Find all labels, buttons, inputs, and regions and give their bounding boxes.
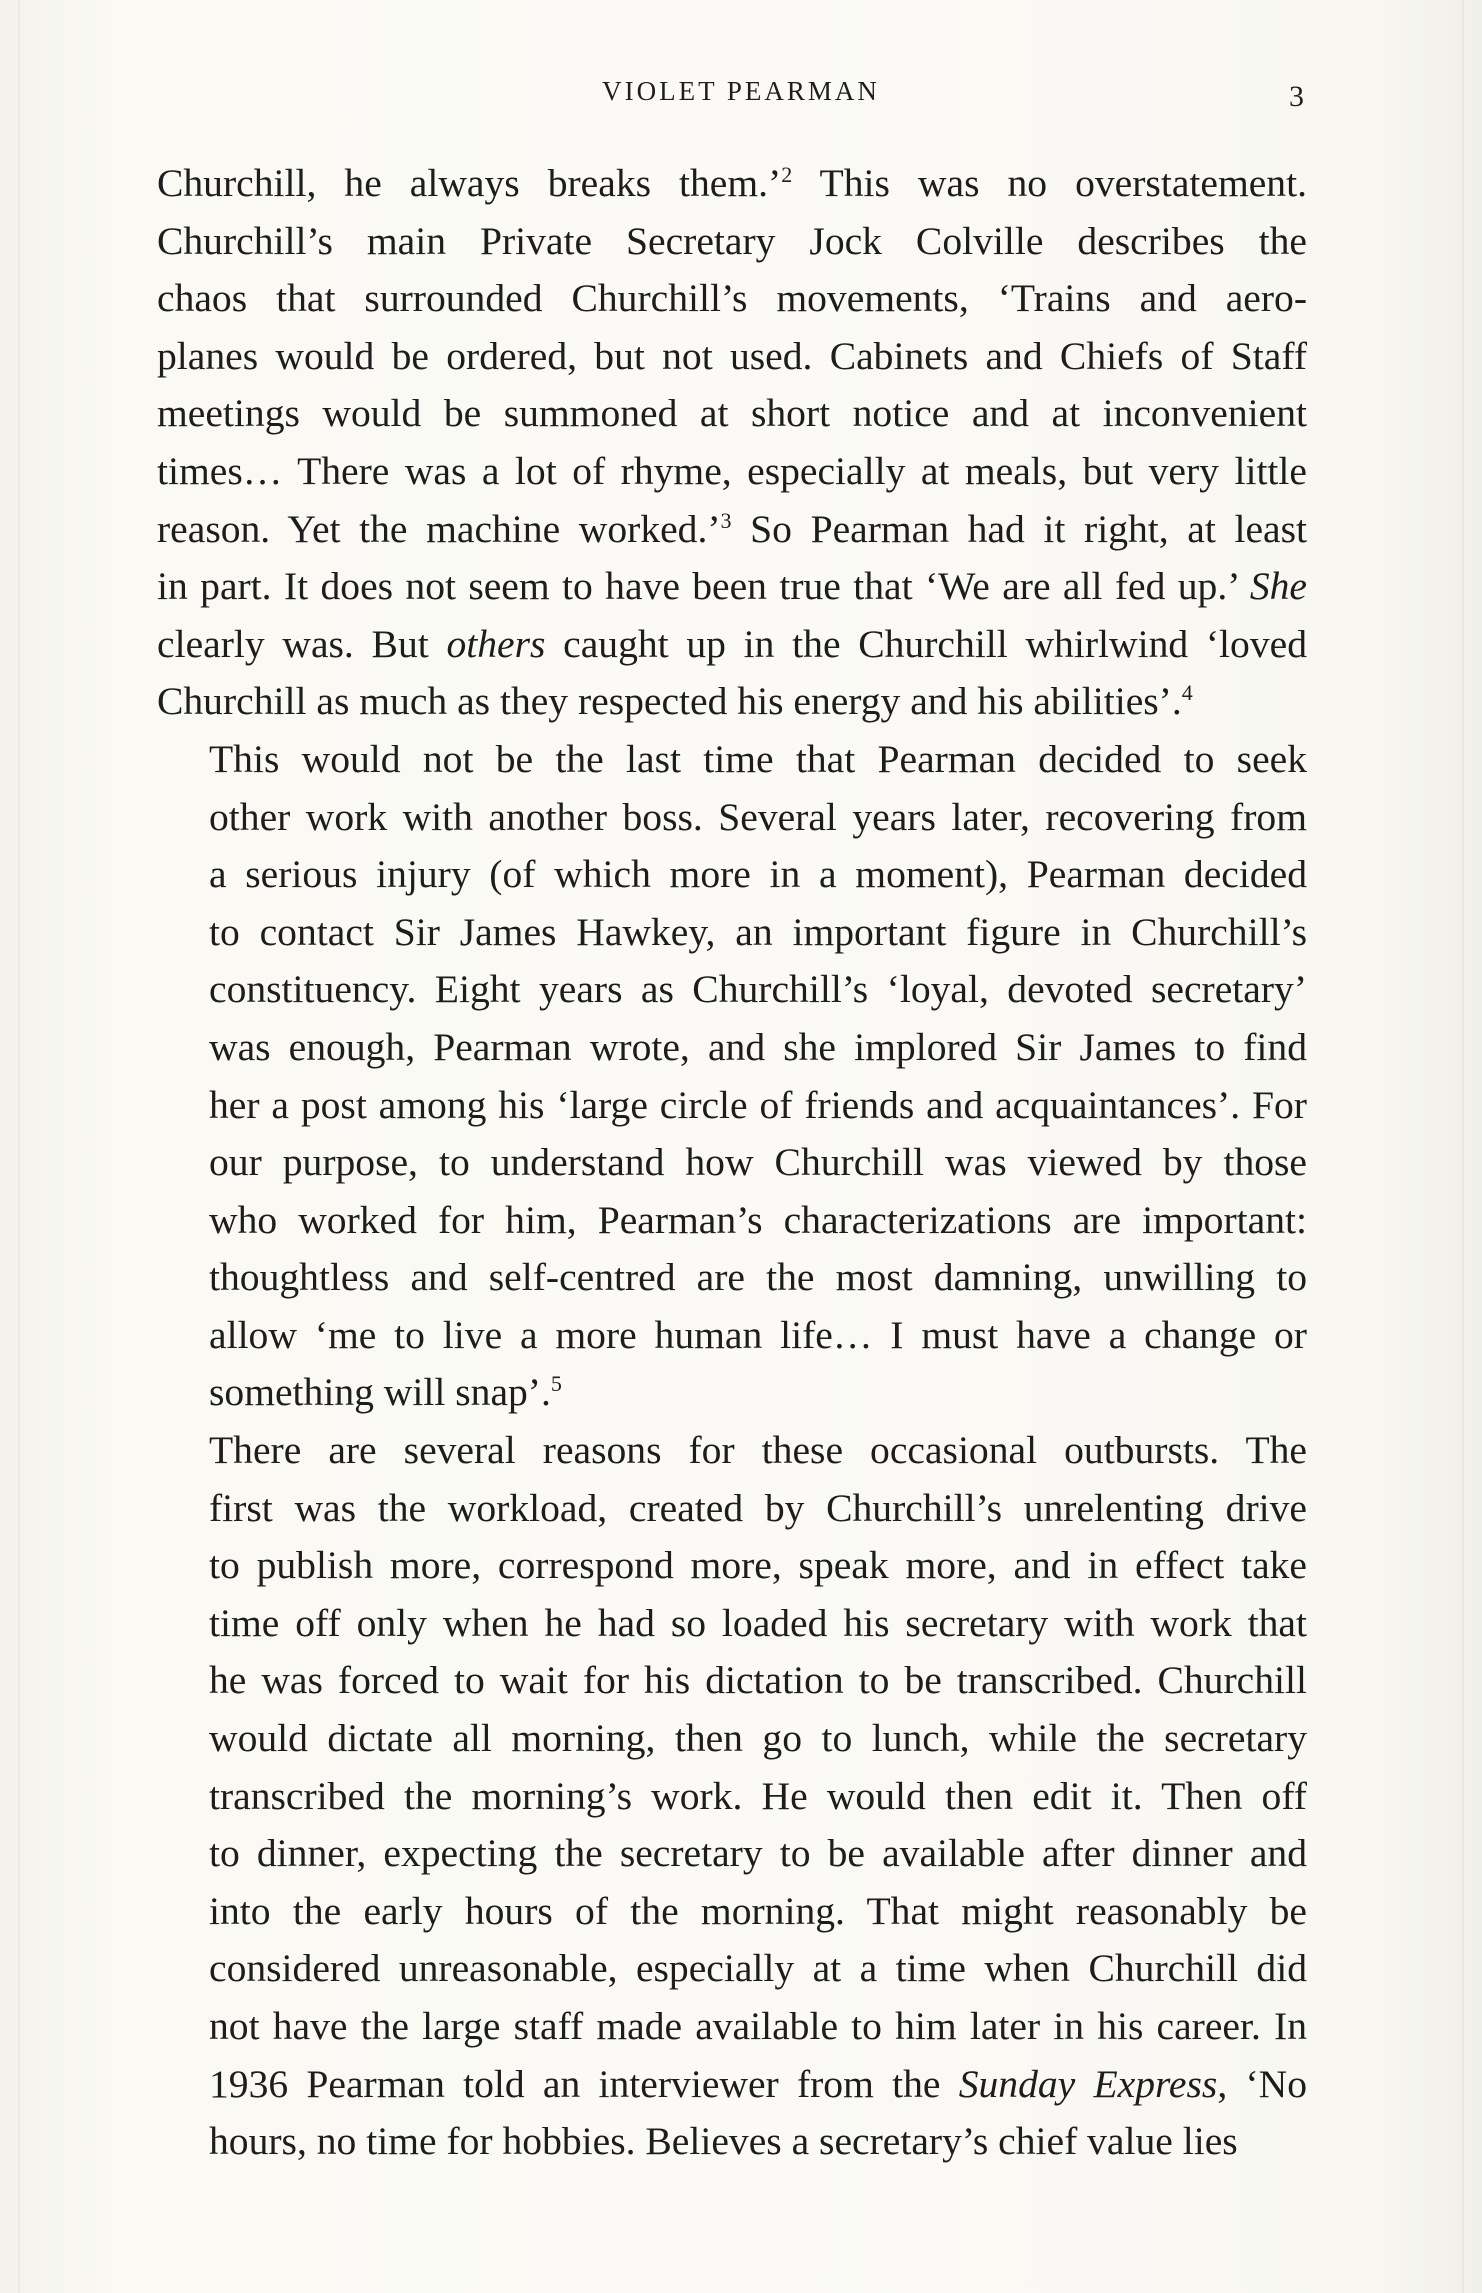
paragraph (157, 731, 1307, 1422)
text-line: something will snap’.$^5$ (209, 1370, 562, 1415)
text-line: to dinner, expecting the secretary to be available after dinner and (209, 1831, 1307, 1876)
text-line: chaos that surrounded Churchill’s movements, ‘Trains and aero- (157, 276, 1307, 321)
body-text (157, 155, 1307, 2171)
footnote-marker: 3 (720, 507, 732, 533)
text-line: other work with another boss. Several years later, recovering from (209, 794, 1307, 839)
text-line: to publish more, correspond more, speak more, and in effect take (209, 1543, 1307, 1588)
text-line: planes would be ordered, but not used. Cabinets and Chiefs of Staff (157, 333, 1307, 378)
text-line: thoughtless and self-centred are the most damning, unwilling to (209, 1255, 1307, 1300)
text-line: allow ‘me to live a more human life… I must have a change or (209, 1312, 1307, 1357)
text-line: considered unreasonable, especially at a time when Churchill did (209, 1946, 1307, 1991)
text-line: he was forced to wait for his dictation to be transcribed. Churchill (209, 1658, 1307, 1703)
text-line: into the early hours of the morning. That might reasonably be (209, 1888, 1307, 1933)
text-line: This would not be the last time that Pearman decided to seek (209, 736, 1307, 781)
text-line: was enough, Pearman wrote, and she implored Sir James to find (209, 1024, 1307, 1069)
text-line: Churchill, he always breaks them.’$^2$ This was no overstatement. (157, 161, 1307, 205)
page-header (0, 76, 1482, 116)
page-shadow-left (18, 0, 20, 2293)
text-line: time off only when he had so loaded his secretary with work that (209, 1600, 1307, 1645)
text-line: would dictate all morning, then go to lunch, while the secretary (209, 1716, 1307, 1761)
text-line: who worked for him, Pearman’s characterizations are important: (209, 1197, 1307, 1242)
text-line: in part. It does not seem to have been true that ‘We are all fed up.’ She (157, 564, 1307, 609)
paragraph (157, 1422, 1307, 2171)
text-line: our purpose, to understand how Churchill was viewed by those (209, 1140, 1307, 1185)
text-line: her a post among his ‘large circle of friends and acquaintances’. For (209, 1082, 1307, 1127)
running-head: VIOLET PEARMAN (602, 76, 880, 106)
text-line: transcribed the morning’s work. He would then edit it. Then off (209, 1773, 1307, 1818)
text-line: Churchill’s main Private Secretary Jock Colville describes the (157, 218, 1307, 263)
text-line: times… There was a lot of rhyme, especially at meals, but very little (157, 448, 1307, 493)
text-line: meetings would be summoned at short notice and at inconvenient (157, 391, 1307, 436)
text-line: clearly was. But others caught up in the Churchill whirlwind ‘loved (157, 621, 1307, 666)
text-line: first was the workload, created by Churchill’s unrelenting drive (209, 1485, 1307, 1530)
page-number: 3 (1289, 80, 1304, 113)
footnote-marker: 2 (781, 162, 793, 187)
paragraph (157, 155, 1307, 731)
text-line: There are several reasons for these occasional outbursts. The (209, 1428, 1307, 1473)
text-line: 1936 Pearman told an interviewer from the Sunday Express, ‘No (209, 2061, 1307, 2106)
footnote-marker: 5 (550, 1371, 562, 1397)
text-line: hours, no time for hobbies. Believes a secretary’s chief value lies (209, 2119, 1238, 2164)
text-line: to contact Sir James Hawkey, an important figure in Churchill’s (209, 909, 1307, 954)
text-line: Churchill as much as they respected his energy and his abilities’.$^4$ (157, 679, 1193, 724)
footnote-marker: 4 (1181, 680, 1193, 706)
text-line: a serious injury (of which more in a moment), Pearman decided (209, 852, 1307, 897)
page-shadow-right (1462, 0, 1464, 2293)
text-line: reason. Yet the machine worked.’$^3$ So Pearman had it right, at least (157, 506, 1307, 551)
text-line: not have the large staff made available to him later in his career. In (209, 2004, 1307, 2048)
text-line: constituency. Eight years as Churchill’s ‘loyal, devoted secretary’ (209, 967, 1307, 1012)
